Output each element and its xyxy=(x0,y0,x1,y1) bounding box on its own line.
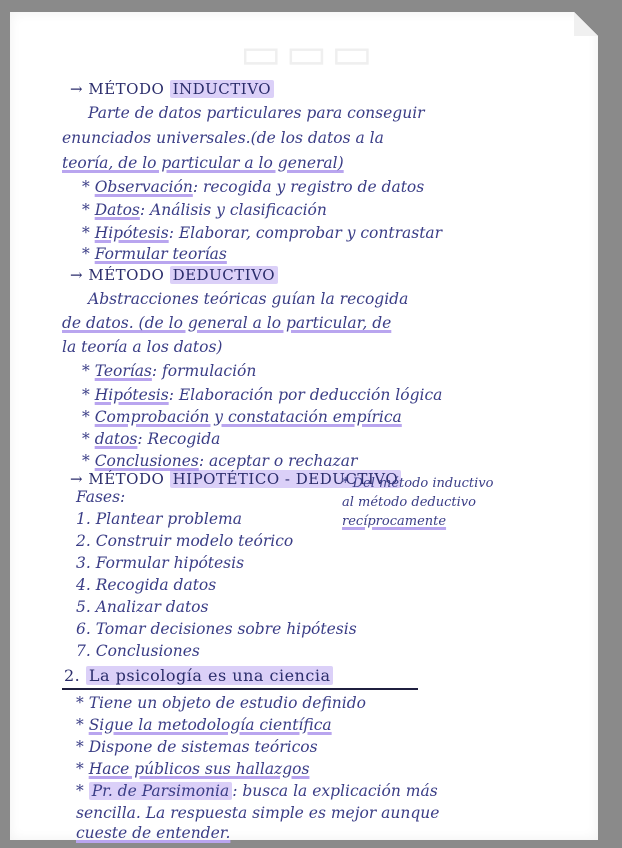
list-item: * Sigue la metodología científica xyxy=(76,716,332,734)
fase-item: 1. Plantear problema xyxy=(76,510,242,528)
list-item: * Conclusiones: aceptar o rechazar xyxy=(82,452,358,470)
para-line: enunciados universales.(de los datos a la xyxy=(62,129,384,147)
para-line: Parte de datos particulares para conseguir xyxy=(88,104,425,122)
heading-hipotetico-deductivo: → MÉTODO HIPOTÉTICO - DEDUCTIVO xyxy=(70,470,401,488)
para-line: sencilla. La respuesta simple es mejor aunque xyxy=(76,804,440,822)
list-item: * datos: Recogida xyxy=(82,430,221,448)
list-item: * Comprobación y constatación empírica xyxy=(82,408,402,426)
list-item: * Hipótesis: Elaboración por deducción lógica xyxy=(82,386,443,404)
list-item: * Tiene un objeto de estudio definido xyxy=(76,694,366,712)
heading-psicologia: 2. La psicología es una ciencia xyxy=(64,666,333,685)
fase-item: 3. Formular hipótesis xyxy=(76,554,245,572)
list-item: * Teorías: formulación xyxy=(82,362,257,380)
para-line: teoría, de lo particular a lo general) xyxy=(62,154,344,172)
page-corner xyxy=(574,12,598,36)
margin-note: * Del método inductivo al método deductivo recíprocamente xyxy=(342,476,494,529)
fase-item: 2. Construir modelo teórico xyxy=(76,532,294,550)
bleed-through-mark: ▭▭▭ xyxy=(240,28,377,79)
fase-item: 6. Tomar decisiones sobre hipótesis xyxy=(76,620,357,638)
para-line: la teoría a los datos) xyxy=(62,338,223,356)
heading-inductivo: → MÉTODO INDUCTIVO xyxy=(70,80,274,98)
heading-deductivo: → MÉTODO DEDUCTIVO xyxy=(70,266,278,284)
list-item: * Formular teorías xyxy=(82,245,227,263)
fase-item: 7. Conclusiones xyxy=(76,642,200,660)
para-line: Abstracciones teóricas guían la recogida xyxy=(88,290,409,308)
notebook-page xyxy=(10,12,598,840)
fases-label: Fases: xyxy=(76,488,126,506)
list-item: * Dispone de sistemas teóricos xyxy=(76,738,318,756)
list-item: * Hace públicos sus hallazgos xyxy=(76,760,310,778)
list-item: * Pr. de Parsimonia : busca la explicación más xyxy=(76,782,438,800)
list-item: * Observación: recogida y registro de datos xyxy=(82,178,425,196)
list-item: * Hipótesis: Elaborar, comprobar y contrastar xyxy=(82,224,443,242)
fase-item: 4. Recogida datos xyxy=(76,576,217,594)
para-line: de datos. (de lo general a lo particular, de xyxy=(62,314,392,332)
heading-underline xyxy=(62,688,418,690)
para-line: cueste de entender. xyxy=(76,824,231,842)
fase-item: 5. Analizar datos xyxy=(76,598,209,616)
list-item: * Datos: Análisis y clasificación xyxy=(82,201,327,219)
